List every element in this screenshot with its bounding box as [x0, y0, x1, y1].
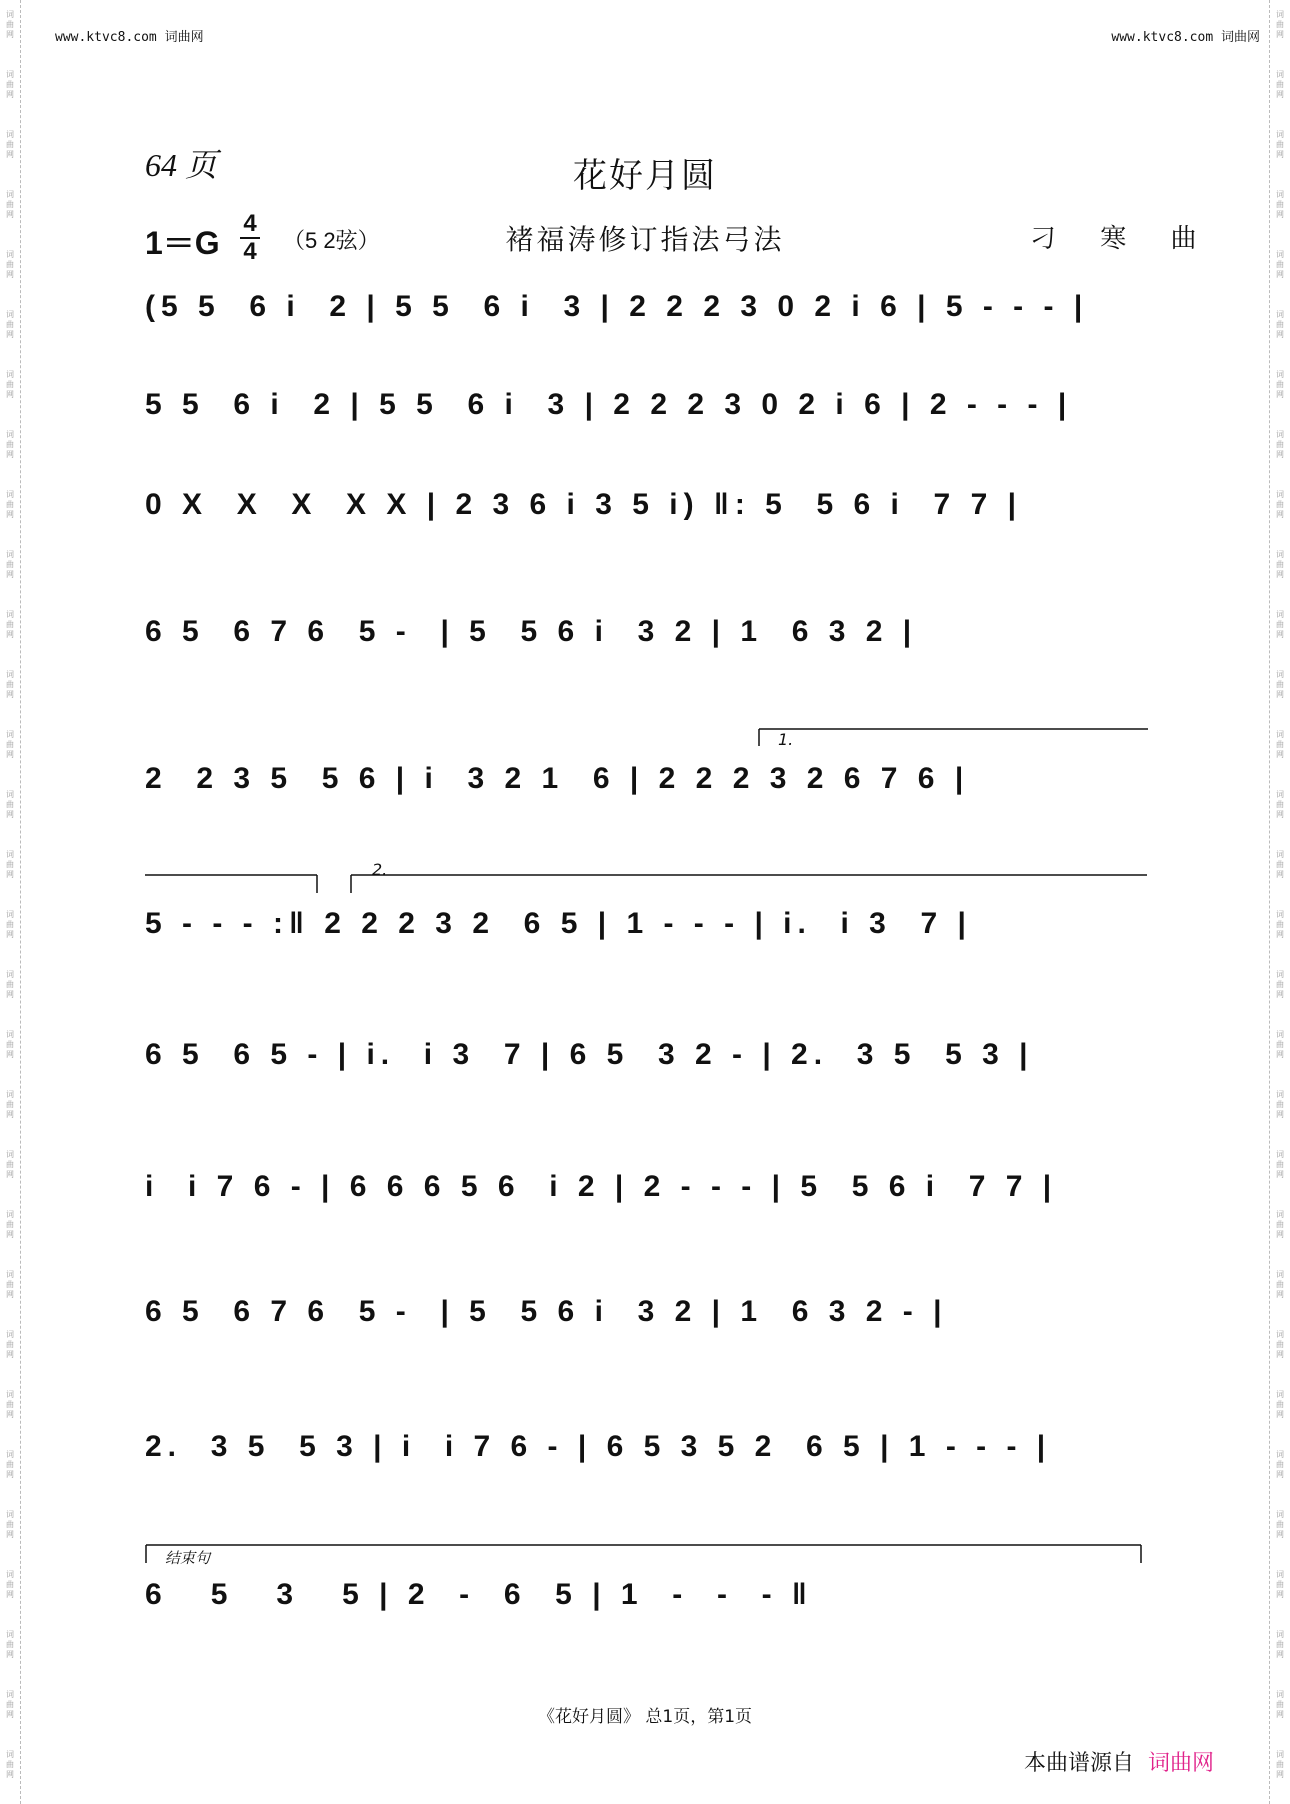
right-watermark-strip: [1269, 0, 1290, 1804]
volta-2-bracket: [145, 873, 1147, 895]
editor-credit: 褚福涛修订指法弓法: [505, 223, 785, 256]
side-watermark-mark: 词 曲 网: [6, 1090, 14, 1119]
side-watermark-mark: 词 曲 网: [1276, 1750, 1284, 1779]
page-footer: 《花好月圆》 总1页，第1页: [537, 1707, 753, 1727]
side-watermark-mark: 词 曲 网: [1276, 370, 1284, 399]
side-watermark-mark: 词 曲 网: [6, 1030, 14, 1059]
side-watermark-mark: 词 曲 网: [1276, 70, 1284, 99]
side-watermark-mark: 词 曲 网: [6, 910, 14, 939]
time-signature-top: 4: [243, 210, 257, 237]
side-watermark-mark: 词 曲 网: [1276, 910, 1284, 939]
score-line-5-notes: 2 2 3 5 5 6 | i 3 2 1 6 | 2 2 2 3 2 6 7 6 |: [145, 762, 970, 795]
header-right-url: www.ktvc8.com: [1111, 30, 1214, 45]
side-watermark-mark: 词 曲 网: [6, 370, 14, 399]
side-watermark-mark: 词 曲 网: [1276, 10, 1284, 39]
side-watermark-mark: 词 曲 网: [1276, 970, 1284, 999]
side-watermark-mark: 词 曲 网: [1276, 1390, 1284, 1419]
side-watermark-mark: 词 曲 网: [6, 730, 14, 759]
score-line-3-notes: 0 X X X X X | 2 3 6 i 3 5 i) ‖: 5 5 6 i 7 7 |: [145, 488, 1022, 521]
side-watermark-mark: 词 曲 网: [1276, 190, 1284, 219]
score-line-6: [145, 907, 1147, 947]
score-line-7: [145, 1038, 1147, 1078]
side-watermark-mark: 词 曲 网: [6, 1450, 14, 1479]
side-watermark-mark: 词 曲 网: [1276, 670, 1284, 699]
side-watermark-mark: 词 曲 网: [6, 790, 14, 819]
side-watermark-mark: 词 曲 网: [6, 250, 14, 279]
side-watermark-mark: 词 曲 网: [6, 1510, 14, 1539]
side-watermark-mark: 词 曲 网: [6, 1210, 14, 1239]
side-watermark-mark: 词 曲 网: [1276, 610, 1284, 639]
header-left: [55, 26, 204, 45]
key-signature: 1＝G: [145, 225, 220, 261]
side-watermark-mark: 词 曲 网: [6, 190, 14, 219]
tuning: （5 2弦）: [283, 228, 380, 253]
side-watermark-mark: 词 曲 网: [1276, 1690, 1284, 1719]
score-line-1: [145, 290, 1147, 330]
header-left-site: 词曲网: [164, 30, 204, 45]
side-watermark-mark: 词 曲 网: [1276, 730, 1284, 759]
score-line-9-notes: 6 5 6 7 6 5 - | 5 5 6 i 3 2 | 1 6 3 2 - |: [145, 1295, 948, 1328]
score-line-8: [145, 1170, 1147, 1210]
score-line-2: [145, 388, 1147, 428]
header-right: [1111, 26, 1260, 45]
side-watermark-mark: 词 曲 网: [6, 1270, 14, 1299]
side-watermark-mark: 词 曲 网: [1276, 1630, 1284, 1659]
side-watermark-mark: 词 曲 网: [1276, 250, 1284, 279]
side-watermark-mark: 词 曲 网: [6, 550, 14, 579]
side-watermark-mark: 词 曲 网: [6, 850, 14, 879]
side-watermark-mark: 词 曲 网: [6, 130, 14, 159]
side-watermark-mark: 词 曲 网: [6, 490, 14, 519]
side-watermark-mark: 词 曲 网: [1276, 310, 1284, 339]
side-watermark-mark: 词 曲 网: [6, 1150, 14, 1179]
time-signature-bottom: 4: [243, 238, 257, 265]
side-watermark-mark: 词 曲 网: [1276, 550, 1284, 579]
side-watermark-mark: 词 曲 网: [6, 430, 14, 459]
side-watermark-mark: 词 曲 网: [6, 310, 14, 339]
score-line-1-notes: (5 5 6 i 2 | 5 5 6 i 3 | 2 2 2 3 0 2 i 6 | 5 - - - |: [145, 290, 1089, 323]
score-line-4: [145, 615, 1147, 655]
score-line-9: [145, 1295, 1147, 1335]
side-watermark-mark: 词 曲 网: [1276, 1510, 1284, 1539]
score-line-4-notes: 6 5 6 7 6 5 - | 5 5 6 i 3 2 | 1 6 3 2 |: [145, 615, 918, 648]
side-watermark-mark: 词 曲 网: [1276, 1150, 1284, 1179]
side-watermark-mark: 词 曲 网: [1276, 1330, 1284, 1359]
side-watermark-mark: 词 曲 网: [1276, 1570, 1284, 1599]
volta-1-bracket: [758, 727, 1148, 747]
source-credit: [1024, 1746, 1214, 1777]
left-watermark-strip: [0, 0, 21, 1804]
side-watermark-mark: 词 曲 网: [6, 1570, 14, 1599]
side-watermark-mark: 词 曲 网: [6, 10, 14, 39]
side-watermark-mark: 词 曲 网: [1276, 490, 1284, 519]
score-line-7-notes: 6 5 6 5 - | i. i 3 7 | 6 5 3 2 - | 2. 3 5 5 3 |: [145, 1038, 1034, 1071]
side-watermark-mark: 词 曲 网: [1276, 1450, 1284, 1479]
side-watermark-mark: 词 曲 网: [6, 670, 14, 699]
header-right-site: 词曲网: [1220, 30, 1260, 45]
score-line-2-notes: 5 5 6 i 2 | 5 5 6 i 3 | 2 2 2 3 0 2 i 6 | 2 - - - |: [145, 388, 1073, 421]
score-title: 花好月圆: [573, 156, 717, 196]
score-line-11-notes: 6 5 3 5 | 2 - 6 5 | 1 - - - ‖: [145, 1578, 813, 1611]
side-watermark-mark: 词 曲 网: [1276, 790, 1284, 819]
score-line-3: [145, 488, 1147, 528]
side-watermark-mark: 词 曲 网: [1276, 430, 1284, 459]
side-watermark-mark: 词 曲 网: [6, 1330, 14, 1359]
side-watermark-mark: 词 曲 网: [6, 1750, 14, 1779]
side-watermark-mark: 词 曲 网: [6, 1390, 14, 1419]
page-number: 64 页: [145, 147, 218, 183]
side-watermark-mark: 词 曲 网: [6, 610, 14, 639]
side-watermark-mark: 词 曲 网: [6, 1690, 14, 1719]
score-line-11: [145, 1578, 1147, 1618]
side-watermark-mark: 词 曲 网: [1276, 1090, 1284, 1119]
ending-bracket: [145, 1543, 1147, 1565]
score-line-6-notes: 5 - - - :‖ 2 2 2 3 2 6 5 | 1 - - - | i. i 3 7 |: [145, 907, 972, 940]
volta-2-label: 2.: [372, 860, 388, 879]
side-watermark-mark: 词 曲 网: [1276, 1210, 1284, 1239]
source-site[interactable]: 词曲网: [1148, 1751, 1215, 1776]
score-line-10: [145, 1430, 1147, 1470]
volta-1-label: 1.: [778, 730, 794, 749]
side-watermark-mark: 词 曲 网: [6, 1630, 14, 1659]
composer-credit: 刁 寒 曲: [1030, 224, 1215, 254]
score-line-8-notes: i i 7 6 - | 6 6 6 5 6 i 2 | 2 - - - | 5 5 6 i 7 7 |: [145, 1170, 1058, 1203]
side-watermark-mark: 词 曲 网: [1276, 1030, 1284, 1059]
ending-label: 结束句: [165, 1549, 211, 1567]
score-line-10-notes: 2. 3 5 5 3 | i i 7 6 - | 6 5 3 5 2 6 5 | 1 - - - |: [145, 1430, 1052, 1463]
source-label: 本曲谱源自: [1024, 1751, 1135, 1776]
side-watermark-mark: 词 曲 网: [6, 70, 14, 99]
score-line-5: [145, 762, 1147, 802]
side-watermark-mark: 词 曲 网: [1276, 850, 1284, 879]
side-watermark-mark: 词 曲 网: [1276, 130, 1284, 159]
side-watermark-mark: 词 曲 网: [6, 970, 14, 999]
side-watermark-mark: 词 曲 网: [1276, 1270, 1284, 1299]
header-left-url: www.ktvc8.com: [55, 30, 157, 45]
